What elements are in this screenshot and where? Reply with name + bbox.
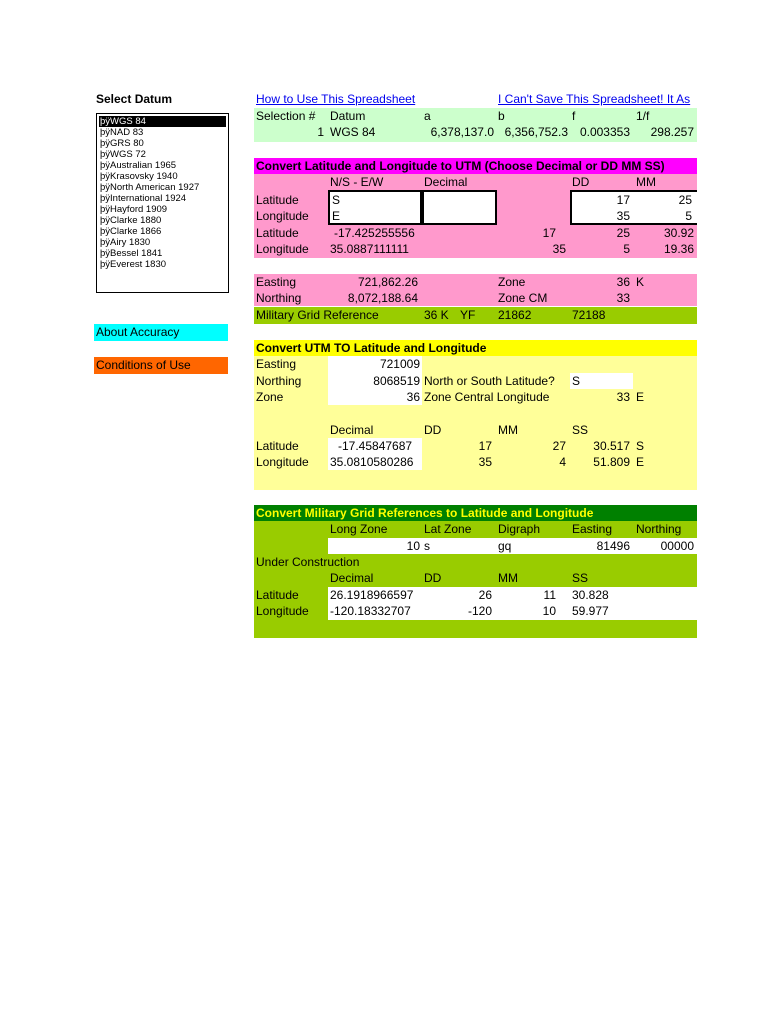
utm-to-latlon-title: Convert UTM TO Latitude and Longitude bbox=[256, 341, 487, 355]
latitude-result-ss: 30.92 bbox=[663, 226, 694, 240]
datum-option[interactable]: þÿNorth American 1927 bbox=[100, 182, 200, 193]
decimal-header: Decimal bbox=[424, 175, 468, 189]
datum-option[interactable]: þÿEverest 1830 bbox=[100, 259, 167, 270]
zone-cm-value: 33 bbox=[616, 291, 630, 305]
how-to-use-link[interactable]: How to Use This Spreadsheet bbox=[256, 92, 416, 106]
latitude-result-decimal: -17.425255556 bbox=[334, 226, 415, 240]
utm-result-block bbox=[254, 274, 697, 306]
mgr-decimal-header: Decimal bbox=[330, 571, 374, 585]
datum-listbox[interactable] bbox=[96, 113, 229, 293]
utm-zone-label: Zone bbox=[256, 390, 284, 404]
b-value: 6,356,752.3 bbox=[504, 125, 568, 139]
under-construction-label: Under Construction bbox=[256, 555, 360, 569]
digraph-input[interactable]: gq bbox=[498, 539, 512, 553]
about-accuracy-button[interactable]: About Accuracy bbox=[94, 324, 228, 341]
datum-option[interactable]: þÿClarke 1866 bbox=[100, 226, 162, 237]
military-grid-easting: 21862 bbox=[498, 308, 532, 322]
latitude-label: Latitude bbox=[256, 193, 299, 207]
utm2ll-longitude-label: Longitude bbox=[256, 455, 309, 469]
conditions-of-use-button[interactable]: Conditions of Use bbox=[94, 357, 228, 374]
mgr-northing-input[interactable]: 00000 bbox=[660, 539, 694, 553]
utm-zone-input[interactable]: 36 bbox=[406, 390, 420, 404]
mgr-longitude-dd: -120 bbox=[467, 604, 492, 618]
latitude-dd-input[interactable]: 17 bbox=[616, 193, 630, 207]
mgr-dd-header: DD bbox=[424, 571, 442, 585]
utm2ll-mm-header: MM bbox=[498, 423, 518, 437]
a-value: 6,378,137.0 bbox=[430, 125, 494, 139]
utm2ll-latitude-dd: 17 bbox=[478, 439, 492, 453]
datum-option[interactable]: þÿInternational 1924 bbox=[100, 193, 187, 204]
longitude-result-label: Longitude bbox=[256, 242, 309, 256]
datum-value: WGS 84 bbox=[330, 125, 376, 139]
datum-header: Datum bbox=[330, 109, 366, 123]
digraph-header: Digraph bbox=[498, 522, 541, 536]
utm-northing-input[interactable]: 8068519 bbox=[373, 374, 420, 388]
datum-option[interactable]: þÿWGS 84 bbox=[99, 116, 226, 127]
utm-to-latlon-title-bar bbox=[254, 340, 697, 356]
f-header: f bbox=[572, 109, 576, 123]
northing-value: 8,072,188.64 bbox=[347, 291, 418, 305]
cant-save-link[interactable]: I Can't Save This Spreadsheet! It As bbox=[498, 92, 691, 106]
mgr-latitude-ss: 30.828 bbox=[572, 588, 609, 602]
mm-header: MM bbox=[636, 175, 656, 189]
utm2ll-longitude-mm: 4 bbox=[559, 455, 566, 469]
north-south-label: North or South Latitude? bbox=[424, 374, 555, 388]
mgr-longitude-mm: 10 bbox=[542, 604, 556, 618]
mgr-to-latlon-block bbox=[254, 521, 697, 638]
utm2ll-latitude-decimal: -17.45847687 bbox=[338, 439, 413, 453]
longitude-result-dd: 35 bbox=[552, 242, 566, 256]
utm-northing-label: Northing bbox=[256, 374, 302, 388]
utm-easting-input[interactable]: 721009 bbox=[379, 357, 420, 371]
mgr-to-latlon-title-bar bbox=[254, 505, 697, 521]
utm-easting-label: Easting bbox=[256, 357, 297, 371]
b-header: b bbox=[498, 109, 505, 123]
utm-to-latlon-block bbox=[254, 356, 697, 490]
mgr-longitude-label: Longitude bbox=[256, 604, 309, 618]
utm2ll-latitude-ns: S bbox=[636, 439, 645, 453]
zone-label: Zone bbox=[498, 275, 526, 289]
mgr-latitude-dd: 26 bbox=[478, 588, 492, 602]
a-header: a bbox=[424, 109, 431, 123]
inverse-f-value: 298.257 bbox=[650, 125, 694, 139]
military-grid-northing: 72188 bbox=[572, 308, 606, 322]
inverse-f-header: 1/f bbox=[636, 109, 650, 123]
utm2ll-longitude-decimal: 35.0810580286 bbox=[330, 455, 414, 469]
utm2ll-longitude-dd: 35 bbox=[478, 455, 492, 469]
dd-header: DD bbox=[572, 175, 590, 189]
longitude-dd-input[interactable]: 35 bbox=[616, 209, 630, 223]
mgr-mm-header: MM bbox=[498, 571, 518, 585]
mgr-latitude-mm: 11 bbox=[543, 588, 556, 602]
datum-option[interactable]: þÿBessel 1841 bbox=[100, 248, 163, 259]
latlon-to-utm-block bbox=[254, 174, 697, 258]
military-grid-digraph: YF bbox=[460, 308, 476, 322]
select-datum-title: Select Datum bbox=[96, 92, 173, 106]
zone-cm-label: Zone CM bbox=[498, 291, 548, 305]
zone-central-longitude-label: Zone Central Longitude bbox=[424, 390, 550, 404]
datum-option[interactable]: þÿKrasovsky 1940 bbox=[100, 171, 178, 182]
zone-central-longitude-value: 33 bbox=[616, 390, 630, 404]
long-zone-input[interactable]: 10 bbox=[406, 539, 420, 553]
longitude-result-decimal: 35.0887111111 bbox=[330, 242, 409, 256]
zone-central-longitude-ew: E bbox=[636, 390, 645, 404]
selection-number-value: 1 bbox=[317, 125, 324, 139]
longitude-result-mm: 5 bbox=[623, 242, 630, 256]
utm2ll-decimal-header: Decimal bbox=[330, 423, 374, 437]
latitude-result-mm: 25 bbox=[616, 226, 630, 240]
military-grid-zone: 36 K bbox=[424, 308, 449, 322]
utm2ll-latitude-ss: 30.517 bbox=[593, 439, 630, 453]
mgr-ss-header: SS bbox=[572, 571, 589, 585]
mgr-longitude-decimal: -120.18332707 bbox=[330, 604, 411, 618]
lat-zone-header: Lat Zone bbox=[424, 522, 472, 536]
datum-option[interactable]: þÿClarke 1880 bbox=[100, 215, 162, 226]
mgr-latitude-label: Latitude bbox=[256, 588, 299, 602]
lat-zone-input[interactable]: s bbox=[424, 539, 430, 553]
long-zone-header: Long Zone bbox=[330, 522, 388, 536]
utm2ll-longitude-ew: E bbox=[636, 455, 645, 469]
mgr-northing-header: Northing bbox=[636, 522, 682, 536]
latitude-result-label: Latitude bbox=[256, 226, 299, 240]
utm2ll-longitude-ss: 51.809 bbox=[593, 455, 630, 469]
easting-value: 721,862.26 bbox=[357, 275, 418, 289]
mgr-easting-header: Easting bbox=[572, 522, 613, 536]
zone-value: 36 bbox=[616, 275, 630, 289]
latitude-mm-input[interactable]: 25 bbox=[678, 193, 692, 207]
utm2ll-dd-header: DD bbox=[424, 423, 442, 437]
datum-option[interactable]: þÿAiry 1830 bbox=[100, 237, 151, 248]
datum-option[interactable]: þÿWGS 72 bbox=[100, 149, 146, 160]
longitude-result-ss: 19.36 bbox=[663, 242, 694, 256]
longitude-ew-input[interactable]: E bbox=[332, 209, 341, 223]
datum-option[interactable]: þÿGRS 80 bbox=[100, 138, 144, 149]
north-south-input[interactable]: S bbox=[572, 374, 581, 388]
military-grid-label: Military Grid Reference bbox=[256, 308, 379, 322]
latlon-to-utm-title: Convert Latitude and Longitude to UTM (Choose Decimal or DD MM SS) bbox=[256, 159, 665, 173]
military-grid-block bbox=[254, 307, 697, 324]
selection-block bbox=[254, 108, 697, 142]
easting-label: Easting bbox=[256, 275, 297, 289]
latlon-to-utm-title-bar bbox=[254, 158, 697, 174]
selection-number-header: Selection # bbox=[256, 109, 316, 123]
mgr-to-latlon-title: Convert Military Grid References to Latitude and Longitude bbox=[256, 506, 594, 520]
f-value: 0.003353 bbox=[579, 125, 630, 139]
latitude-result-dd: 17 bbox=[542, 226, 556, 240]
utm2ll-latitude-label: Latitude bbox=[256, 439, 299, 453]
datum-option[interactable]: þÿNAD 83 bbox=[100, 127, 144, 138]
longitude-label: Longitude bbox=[256, 209, 309, 223]
northing-label: Northing bbox=[256, 291, 302, 305]
utm2ll-ss-header: SS bbox=[572, 423, 589, 437]
mgr-latitude-decimal: 26.1918966597 bbox=[330, 588, 414, 602]
datum-option[interactable]: þÿAustralian 1965 bbox=[100, 160, 177, 171]
zone-letter: K bbox=[636, 275, 645, 289]
mgr-longitude-ss: 59.977 bbox=[572, 604, 609, 618]
longitude-mm-input[interactable]: 5 bbox=[685, 209, 692, 223]
nsew-header: N/S - E/W bbox=[330, 175, 384, 189]
utm2ll-latitude-mm: 27 bbox=[552, 439, 566, 453]
mgr-easting-input[interactable]: 81496 bbox=[596, 539, 630, 553]
datum-option[interactable]: þÿHayford 1909 bbox=[100, 204, 168, 215]
latitude-ns-input[interactable]: S bbox=[332, 193, 341, 207]
